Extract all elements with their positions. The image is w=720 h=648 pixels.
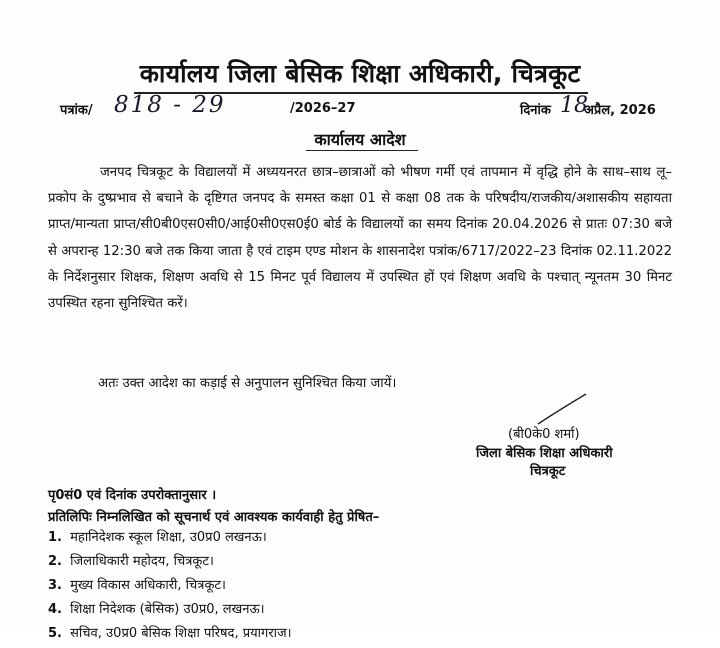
reference-year: /2026–27 [290,101,356,116]
date-month-year: अप्रैल, 2026 [584,103,656,118]
copy-recipient-list [48,528,292,648]
list-item-number: 2. [48,554,62,569]
date-label: दिनांक [520,103,551,118]
list-item-number: 1. [48,530,62,545]
list-item-text: मुख्य विकास अधिकारी, चित्रकूट। [70,578,226,593]
list-item [48,552,292,576]
list-item [48,600,292,624]
signatory-name: (बी0के0 शर्मा) [508,427,580,442]
office-title: कार्यालय जिला बेसिक शिक्षा अधिकारी, चित्रकूट [139,59,581,88]
signatory-place: चित्रकूट [530,464,566,479]
order-heading-underline [306,150,418,151]
list-item [48,624,292,648]
reference-number-handwritten: 818 - 29 [114,92,226,118]
list-item-number: 5. [48,626,62,641]
copy-reference-line: पृ0सं0 एवं दिनांक उपरोक्तानुसार । [48,488,217,503]
list-item-text: जिलाधिकारी महोदय, चित्रकूट। [70,554,214,569]
reference-label: पत्रांक/ [60,103,93,118]
order-body-paragraph: जनपद चित्रकूट के विद्यालयों में अध्ययनरत छात्र–छात्राओं को भीषण गर्मी एवं तापमान में वृद्धि होने के साथ–साथ लू–प्रकोप के दुष्प्रभाव से बचाने के दृष्टिगत जनपद के समस्त कक्षा 01 से कक्षा 08 तक के परिषदीय/राजकीय/अशासकीय सहायता प्राप्त/मान्यता प्राप्त/सी0बी0एस0सी0/आई0सी0एस0ई0 बोर्ड के विद्यालयों का समय दिनांक 20.04.2026 से प्रातः 07:30 बजे से अपरान्ह 12:30 बजे तक किया जाता है एवं टाइम एण्ड मोशन के शासनादेश पत्रांक/6717/2022–23 दिनांक 02.11.2022 के निर्देशनुसार शिक्षक, शिक्षण अवधि से 15 मिनट पूर्व विद्यालय में उपस्थित हों एवं शिक्षण अवधि के पश्चात् न्यूनतम 30 मिनट उपस्थित रहना सुनिश्चित करें। [48,165,672,312]
order-heading: कार्यालय आदेश [314,130,406,149]
list-item [48,576,292,600]
signatory-designation: जिला बेसिक शिक्षा अधिकारी [476,446,613,461]
signature-mark [536,392,588,426]
closing-line: अतः उक्त आदेश का कड़ाई से अनुपालन सुनिश्चित किया जायें। [98,376,397,391]
list-item-text: शिक्षा निदेशक (बेसिक) उ0प्र0, लखनऊ। [70,602,265,617]
list-item-number: 4. [48,602,62,617]
list-item [48,528,292,552]
list-item-text: महानिदेशक स्कूल शिक्षा, उ0प्र0 लखनऊ। [70,530,267,545]
list-item-text: सचिव, उ0प्र0 बेसिक शिक्षा परिषद, प्रयागराज। [70,626,292,641]
copy-heading: प्रतिलिपिः निम्नलिखित को सूचनार्थ एवं आवश्यक कार्यवाही हेतु प्रेषित– [48,510,380,525]
list-item-number: 3. [48,578,62,593]
date-day-handwritten: 18 [560,93,588,118]
